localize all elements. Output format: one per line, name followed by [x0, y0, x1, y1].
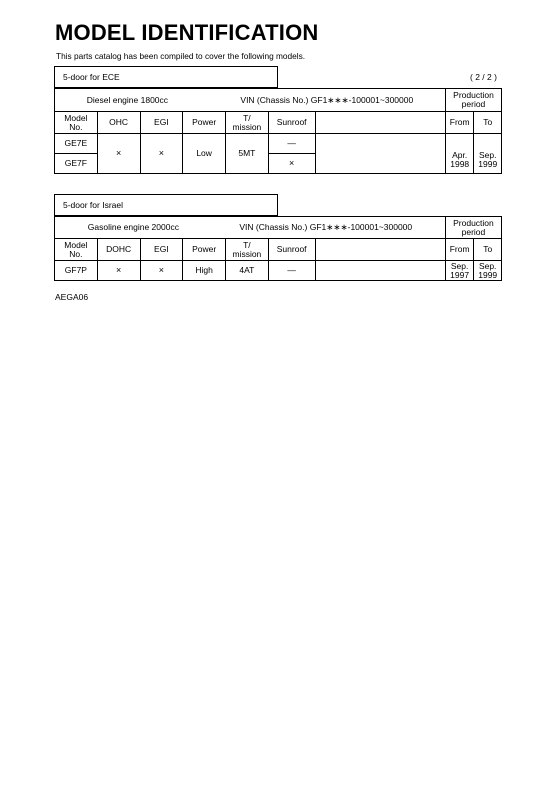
- vin-range: VIN (Chassis No.) GF1∗∗∗-100001~300000: [239, 222, 413, 232]
- production-period-header: Production period: [445, 89, 501, 112]
- production-period-header: Production period: [445, 217, 501, 239]
- model-no: GF7P: [55, 261, 98, 281]
- dohc-header: DOHC: [97, 239, 140, 261]
- engine-row: [55, 89, 446, 112]
- to-value: Sep. 1999: [474, 134, 502, 174]
- power-header: Power: [183, 112, 226, 134]
- ohc-header: OHC: [97, 112, 140, 134]
- blank-header: [315, 112, 445, 134]
- transmission-value: 5MT: [226, 134, 269, 174]
- page-number: ( 2 / 2 ): [470, 72, 497, 82]
- power-value: High: [183, 261, 226, 281]
- page-title: MODEL IDENTIFICATION: [55, 20, 319, 45]
- transmission-header: T/ mission: [226, 112, 269, 134]
- page-subtitle: This parts catalog has been compiled to cover the following models.: [56, 51, 306, 61]
- section-label-ece: 5-door for ECE: [54, 66, 278, 88]
- model-no-header: Model No.: [55, 112, 98, 134]
- from-header: From: [445, 112, 474, 134]
- power-header: Power: [183, 239, 226, 261]
- engine-type: Diesel engine 1800cc: [86, 94, 169, 105]
- to-header: To: [474, 112, 502, 134]
- blank-cell: [315, 261, 445, 281]
- transmission-value: 4AT: [226, 261, 269, 281]
- from-value: Apr. 1998: [445, 134, 474, 174]
- sunroof-header: Sunroof: [268, 112, 315, 134]
- to-value: Sep. 1999: [474, 261, 502, 281]
- table-row: [55, 261, 502, 281]
- section-label-israel: 5-door for Israel: [54, 194, 278, 216]
- egi-header: EGI: [140, 239, 183, 261]
- page-code: AEGA06: [55, 292, 89, 302]
- ohc-value: ×: [97, 134, 140, 174]
- model-table-israel: [54, 216, 502, 281]
- transmission-header: T/ mission: [226, 239, 269, 261]
- power-value: Low: [183, 134, 226, 174]
- egi-header: EGI: [140, 112, 183, 134]
- table-row: [55, 134, 502, 154]
- sunroof-value: ×: [268, 154, 315, 174]
- to-header: To: [474, 239, 502, 261]
- engine-row: [55, 217, 446, 239]
- from-value: Sep. 1997: [445, 261, 474, 281]
- sunroof-header: Sunroof: [268, 239, 315, 261]
- from-header: From: [445, 239, 474, 261]
- blank-header: [315, 239, 445, 261]
- engine-type: Gasoline engine 2000cc: [87, 222, 179, 232]
- egi-value: ×: [140, 261, 183, 281]
- model-table-ece: [54, 88, 502, 174]
- egi-value: ×: [140, 134, 183, 174]
- vin-range: VIN (Chassis No.) GF1∗∗∗-100001~300000: [240, 94, 414, 105]
- sunroof-value: —: [268, 261, 315, 281]
- blank-cell: [315, 134, 445, 174]
- model-no: GE7F: [55, 154, 98, 174]
- dohc-value: ×: [97, 261, 140, 281]
- model-no-header: Model No.: [55, 239, 98, 261]
- sunroof-value: —: [268, 134, 315, 154]
- model-no: GE7E: [55, 134, 98, 154]
